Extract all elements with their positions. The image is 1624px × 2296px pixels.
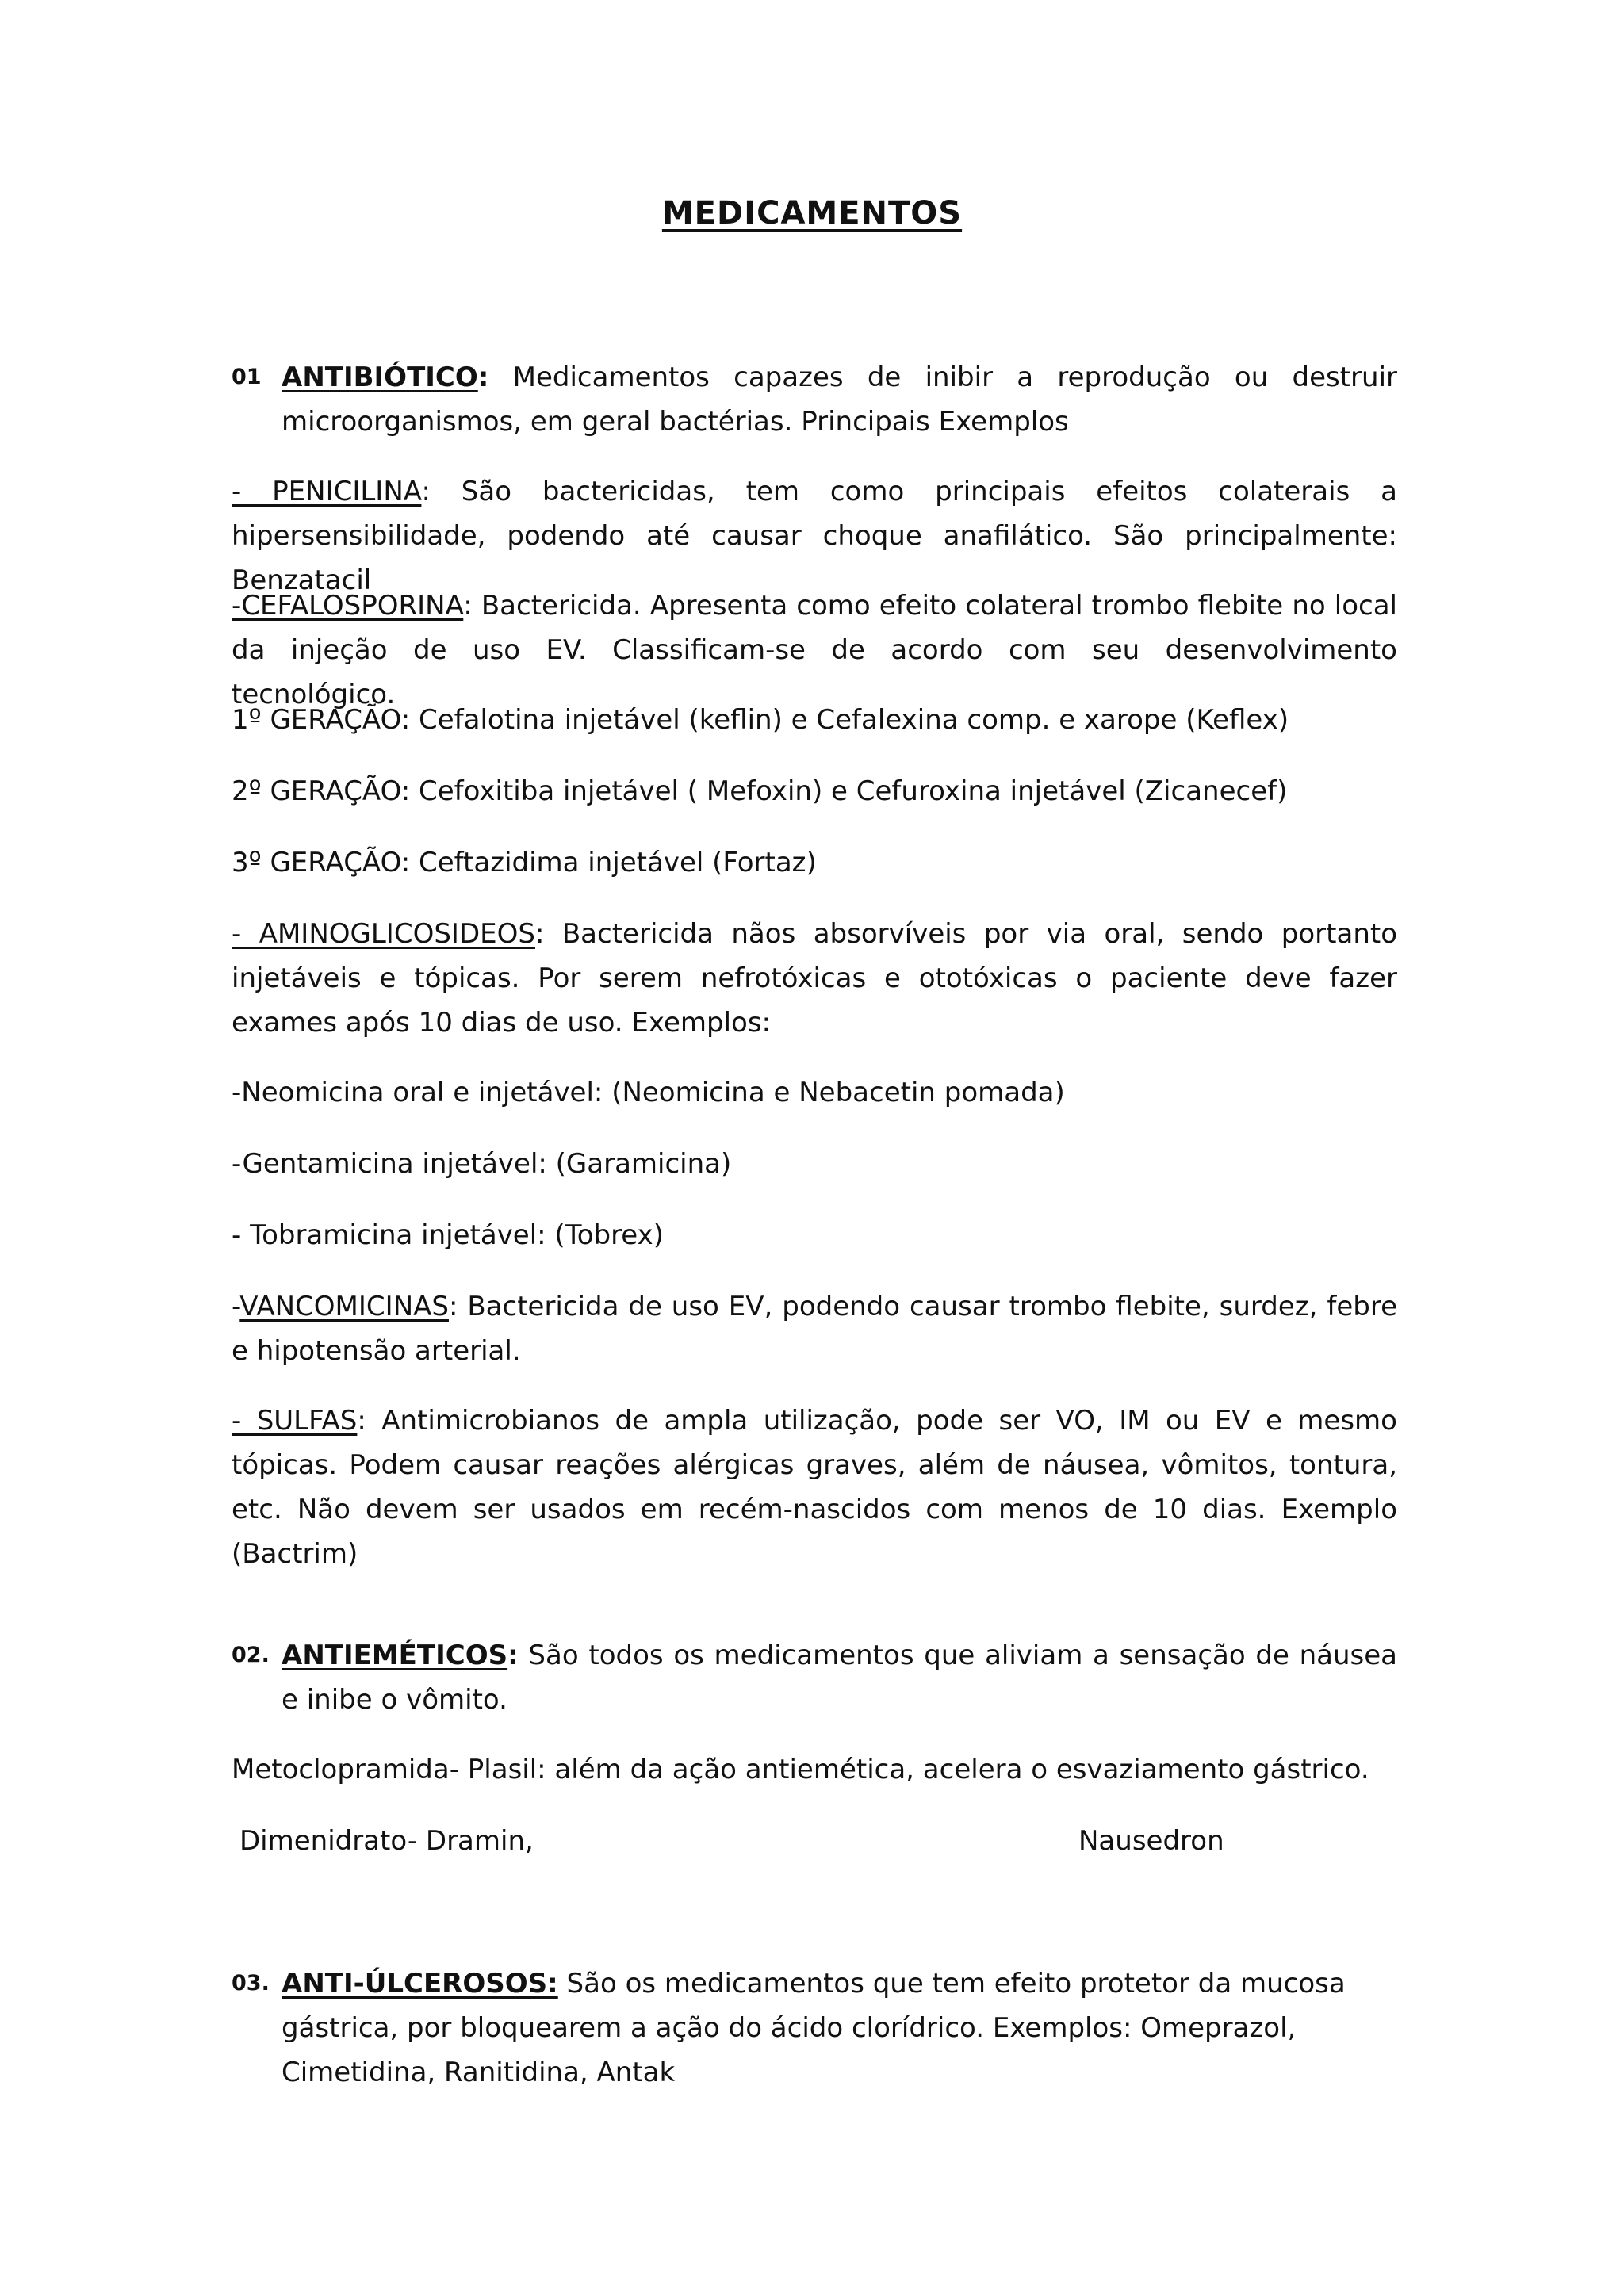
- aminoglicosideos-paragraph: [232, 912, 1397, 1045]
- aminoglicosideos-text: : Bactericida nãos absorvíveis por via oral, sendo portanto injetáveis e tópicas. Por serem nefrotóxicas e ototóxicas o paciente deve fazer exames após 10 dias de uso. Exemplos:: [232, 918, 1397, 1039]
- vancomicinas-term: VANCOMICINAS: [239, 1291, 449, 1322]
- sulfas-text: : Antimicrobianos de ampla utilização, pode ser VO, IM ou EV e mesmo tópicas. Podem causar reações alérgicas graves, além de náusea, vômitos, tontura, etc. Não devem ser usados em recém-nascidos com menos de 10 dias. Exemplo (Bactrim): [232, 1405, 1397, 1570]
- aminoglicosideos-term: - AMINOGLICOSIDEOS: [232, 918, 535, 950]
- metoclopramida-line: Metoclopramida- Plasil: além da ação antiemética, acelera o esvaziamento gástrico.: [232, 1754, 1369, 1785]
- neomicina-line: -Neomicina oral e injetável: (Neomicina e Nebacetin pomada): [232, 1077, 1065, 1108]
- cefalosporina-term: -CEFALOSPORINA: [232, 590, 464, 622]
- section-number-02: 02.: [232, 1643, 270, 1667]
- geracao-2-line: 2º GERAÇÃO: Cefoxitiba injetável ( Mefoxin) e Cefuroxina injetável (Zicanecef): [232, 775, 1288, 807]
- antiemeticos-colon: :: [508, 1640, 519, 1671]
- antibiotico-heading: ANTIBIÓTICO: [282, 362, 478, 393]
- penicilina-term: - PENICILINA: [232, 476, 422, 507]
- antibiotico-intro: Medicamentos capazes de inibir a reprodução ou destruir microorganismos, em geral bactérias. Principais Exemplos: [282, 362, 1397, 438]
- sulfas-paragraph: [232, 1399, 1397, 1576]
- antiemeticos-heading: ANTIEMÉTICOS: [282, 1640, 508, 1671]
- cefalosporina-text: : Bactericida. Apresenta como efeito colateral trombo flebite no local da injeção de uso EV. Classificam-se de acordo com seu desenvolvimento tecnológico.: [232, 590, 1397, 710]
- antibiotico-paragraph: [282, 355, 1397, 444]
- cefalosporina-paragraph: [232, 584, 1397, 717]
- antiemeticos-intro: São todos os medicamentos que aliviam a sensação de náusea e inibe o vômito.: [282, 1640, 1397, 1716]
- geracao-3-line: 3º GERAÇÃO: Ceftazidima injetável (Fortaz): [232, 847, 817, 878]
- geracao-1-line: 1º GERAÇÃO: Cefalotina injetável (keflin) e Cefalexina comp. e xarope (Keflex): [232, 704, 1289, 736]
- antibiotico-colon: :: [477, 362, 489, 393]
- vancomicinas-paragraph: [232, 1284, 1397, 1373]
- vancomicinas-prefix: -: [232, 1291, 240, 1322]
- document-title: MEDICAMENTOS: [661, 195, 963, 232]
- dimenidrato-text: Dimenidrato- Dramin,: [239, 1825, 534, 1857]
- antiulcerosos-intro: São os medicamentos que tem efeito protetor da mucosa gástrica, por bloquearem a ação do ácido clorídrico. Exemplos: Omeprazol, Cimetidina, Ranitidina, Antak: [282, 1968, 1346, 2088]
- vancomicinas-text: : Bactericida de uso EV, podendo causar trombo flebite, surdez, febre e hipotensão arterial.: [232, 1291, 1397, 1367]
- tobramicina-line: - Tobramicina injetável: (Tobrex): [232, 1219, 665, 1251]
- section-number-03: 03.: [232, 1971, 270, 1996]
- antiulcerosos-paragraph: [282, 1961, 1397, 2095]
- sulfas-term: - SULFAS: [232, 1405, 358, 1437]
- antiulcerosos-heading: ANTI-ÚLCEROSOS:: [282, 1968, 558, 1999]
- nausedron-text: Nausedron: [1078, 1825, 1224, 1857]
- section-number-01: 01: [232, 365, 262, 389]
- penicilina-paragraph: [232, 469, 1397, 603]
- penicilina-text: : São bactericidas, tem como principais efeitos colaterais a hipersensibilidade, podendo até causar choque anafilático. São principalmente: Benzatacil: [232, 476, 1397, 596]
- gentamicina-line: -Gentamicina injetável: (Garamicina): [232, 1148, 732, 1180]
- antiemeticos-paragraph: [282, 1633, 1397, 1722]
